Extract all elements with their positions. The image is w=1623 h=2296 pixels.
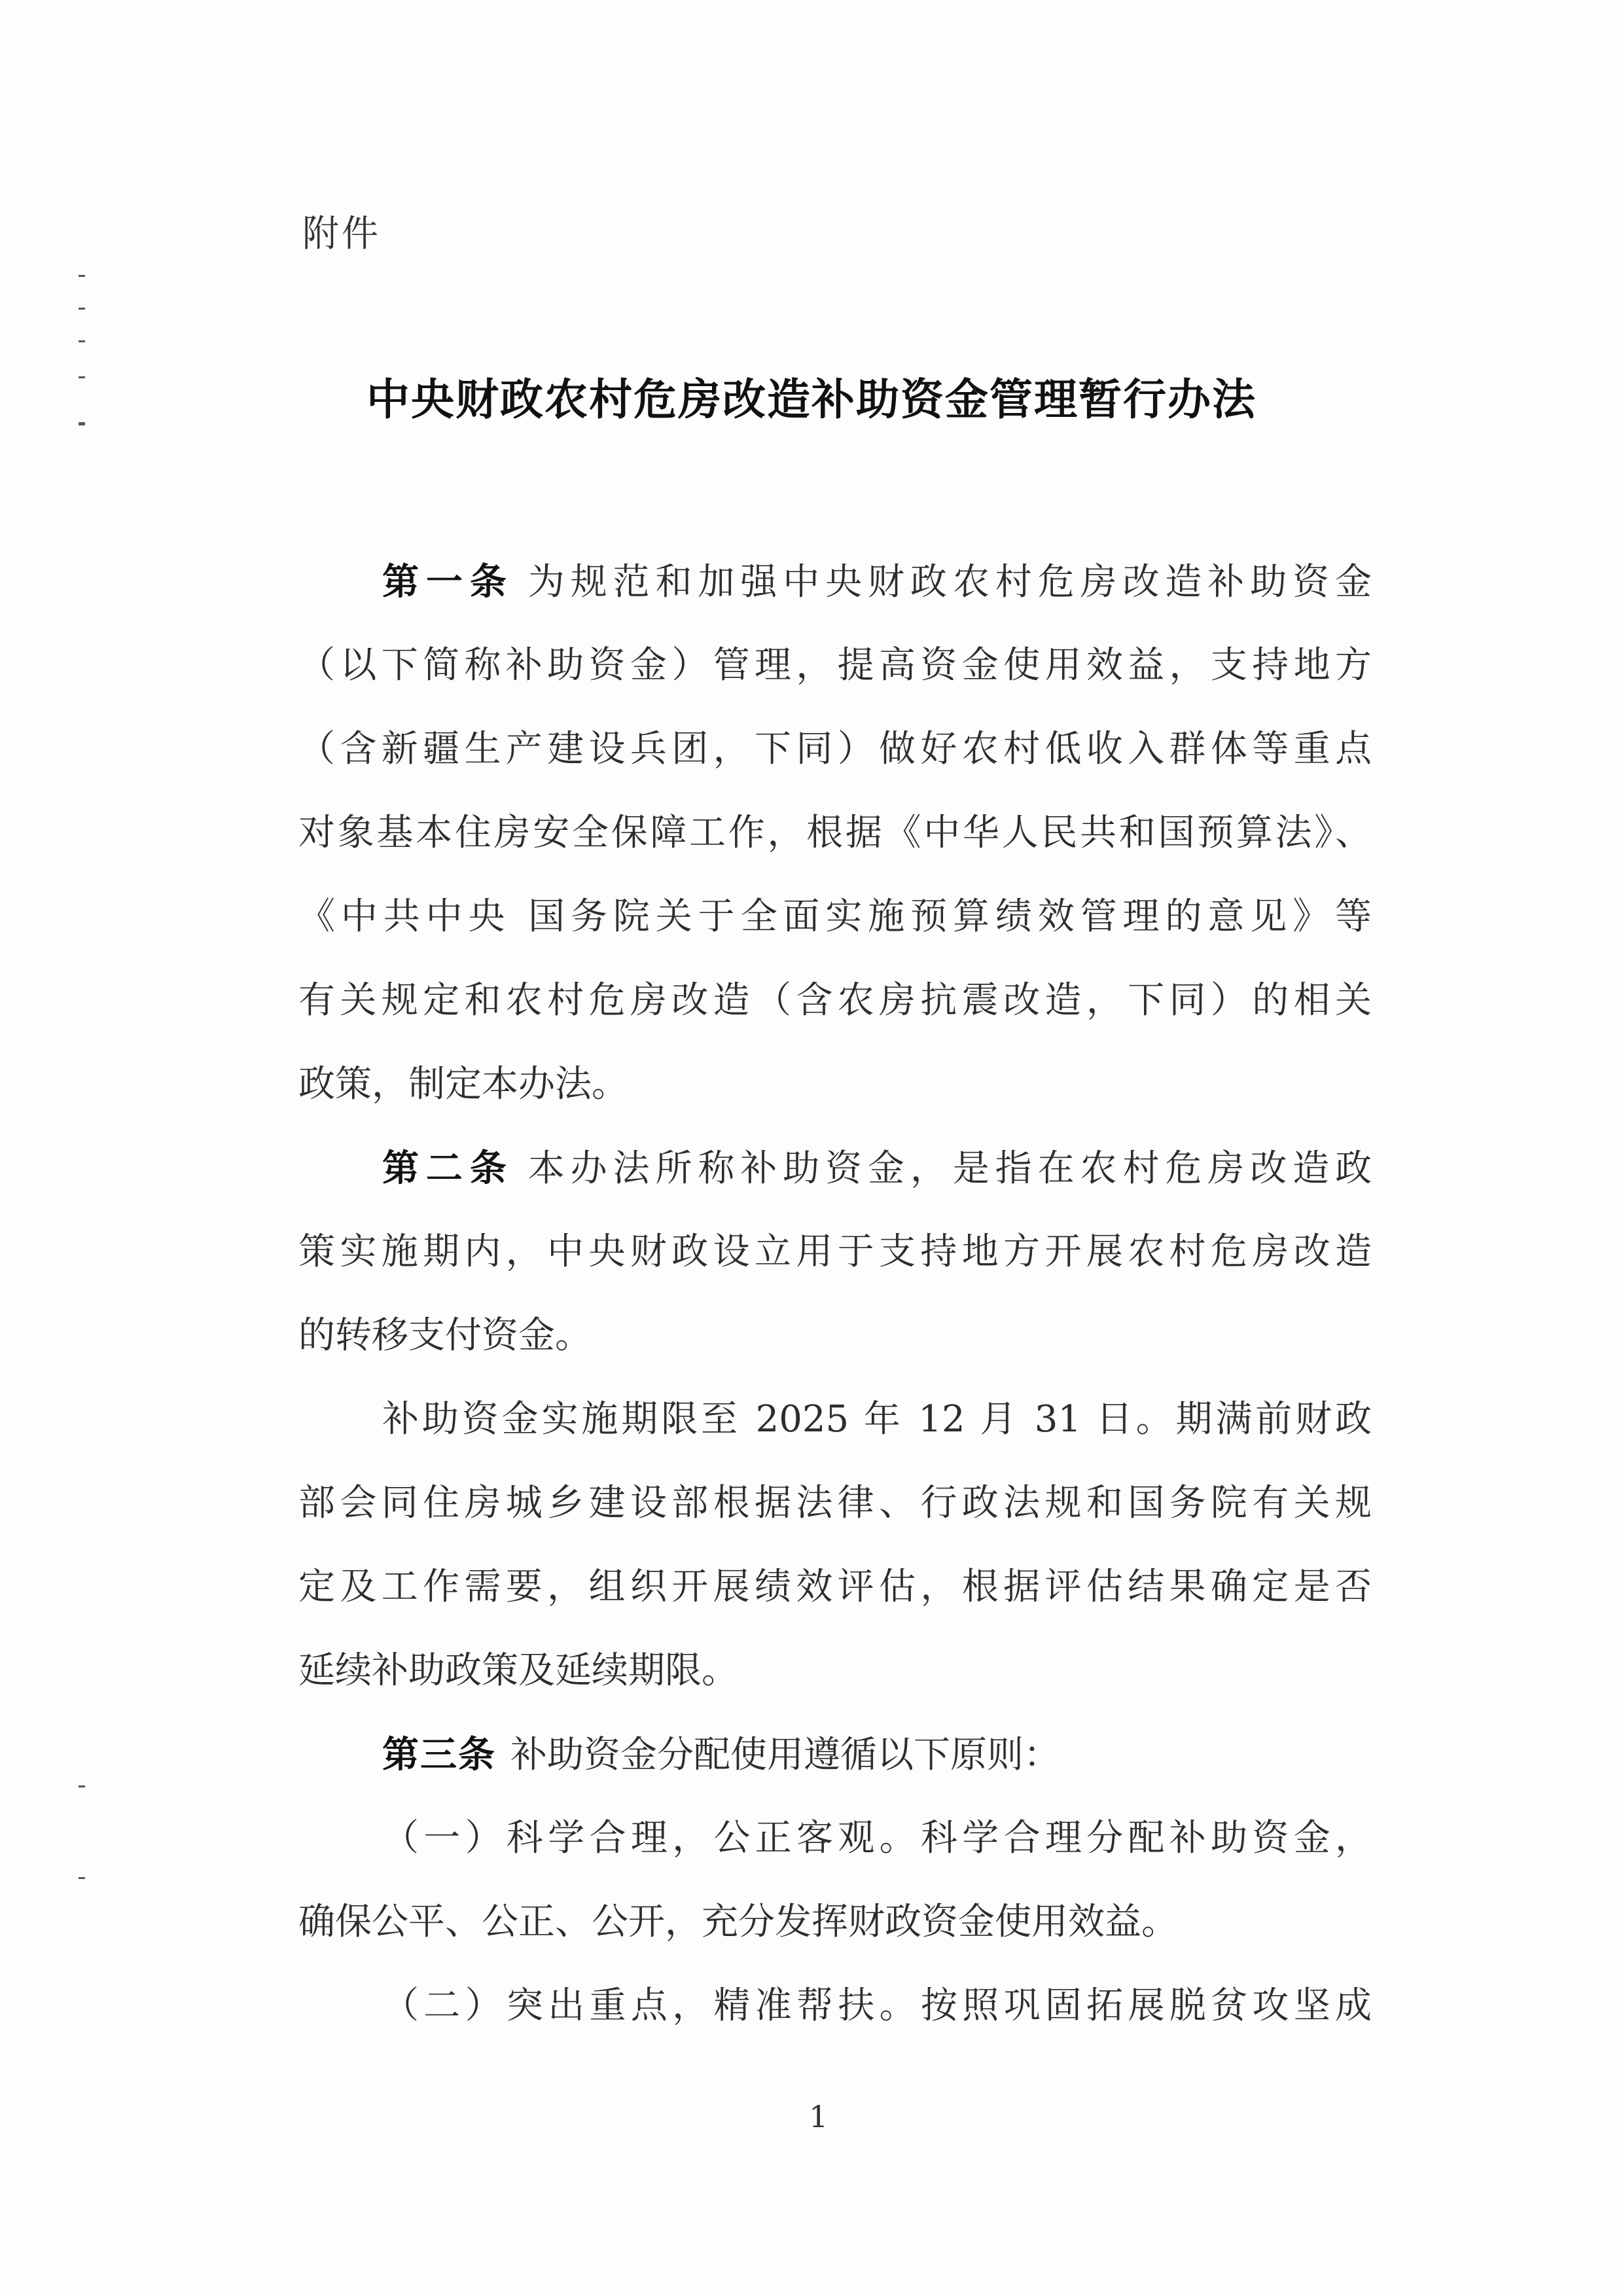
document-body	[298, 540, 1372, 2048]
page-number: 1	[809, 2099, 829, 2134]
binding-mark	[79, 275, 85, 277]
article-2-first-line	[298, 1126, 1372, 1210]
period-first-line: 补助资金实施期限至 2025 年 12 月 31 日。期满前财政	[382, 1398, 1372, 1441]
article-1-text: 为规范和加强中央财政农村危房改造补助资金	[527, 561, 1372, 603]
binding-mark	[79, 340, 85, 342]
binding-mark	[79, 376, 85, 378]
article-1-line: （以下简称补助资金）管理，提高资金使用效益，支持地方	[298, 644, 1372, 687]
article-1-line: 《中共中央 国务院关于全面实施预算绩效管理的意见》等	[298, 895, 1372, 938]
article-1-first-line	[298, 540, 1372, 624]
principle-1-last-line: 确保公平、公正、公开，充分发挥财政资金使用效益。	[298, 1901, 1178, 1943]
article-2-line: 策实施期内，中央财政设立用于支持地方开展农村危房改造	[298, 1230, 1372, 1273]
document-title: 中央财政农村危房改造补助资金管理暂行办法	[366, 374, 1257, 425]
article-1-number: 第一条	[382, 560, 514, 603]
article-1-last-line: 政策，制定本办法。	[298, 1063, 628, 1105]
article-3-text: 补助资金分配使用遵循以下原则：	[510, 1734, 1060, 1776]
period-line: 定及工作需要，组织开展绩效评估，根据评估结果确定是否	[298, 1566, 1372, 1608]
principle-2-first-line: （二）突出重点，精准帮扶。按照巩固拓展脱贫攻坚成	[382, 1984, 1372, 2027]
article-3-first-line	[298, 1713, 1372, 1797]
attachment-label: 附件	[302, 213, 381, 255]
article-2-text: 本办法所称补助资金，是指在农村危房改造政	[527, 1147, 1372, 1190]
principle-1-first-line: （一）科学合理，公正客观。科学合理分配补助资金，	[382, 1817, 1372, 1859]
binding-mark	[79, 422, 85, 425]
binding-mark	[79, 1877, 85, 1879]
binding-marks	[73, 0, 99, 2296]
article-2-number: 第二条	[382, 1147, 514, 1190]
period-last-line: 延续补助政策及延续期限。	[298, 1649, 738, 1692]
article-1-line: 对象基本住房安全保障工作，根据《中华人民共和国预算法》、	[298, 812, 1372, 854]
period-line: 部会同住房城乡建设部根据法律、行政法规和国务院有关规	[298, 1482, 1372, 1524]
article-1-line: （含新疆生产建设兵团，下同）做好农村低收入群体等重点	[298, 728, 1372, 770]
article-3-number: 第三条	[382, 1733, 496, 1776]
binding-mark	[79, 1785, 85, 1787]
article-1-line: 有关规定和农村危房改造（含农房抗震改造，下同）的相关	[298, 979, 1372, 1022]
binding-mark	[79, 308, 85, 310]
article-2-last-line: 的转移支付资金。	[298, 1314, 592, 1357]
